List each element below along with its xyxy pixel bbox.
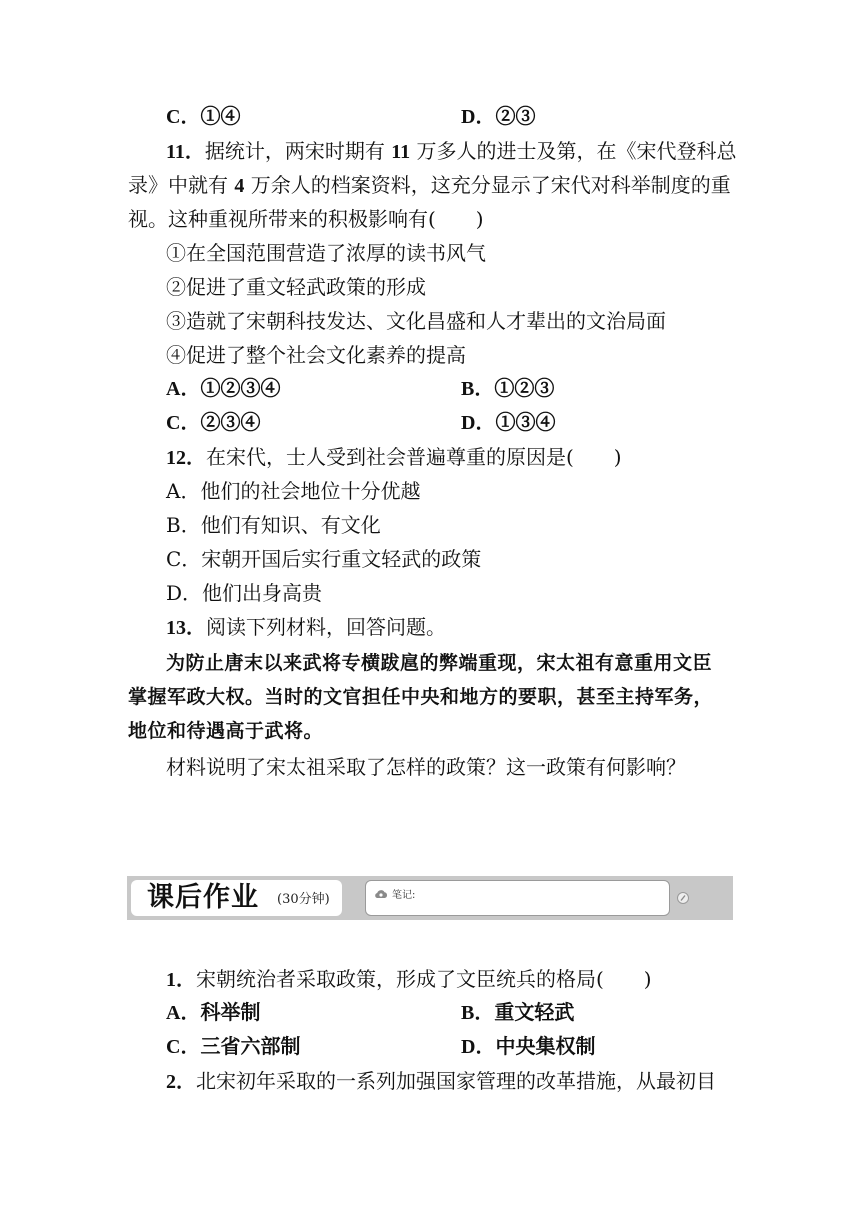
- hw1-option-d: D．中央集权制: [461, 1036, 596, 1058]
- q11-item-2-text: ②促进了重文轻武政策的形成: [166, 275, 426, 299]
- q11-text-b: 万多人的进士及第，在《宋代登科总: [410, 139, 737, 163]
- q11-text-bold-a: 11: [391, 141, 411, 163]
- q13-material-text-3: 地位和待遇高于武将。: [128, 720, 324, 742]
- homework-banner: [127, 876, 733, 920]
- q12-option-b-text: B．他们有知识、有文化: [166, 513, 381, 537]
- q12-number: 12．: [166, 447, 206, 469]
- hw2-stem-text: 北宋初年采取的一系列加强国家管理的改革措施，从最初目: [196, 1069, 716, 1093]
- q13-number: 13．: [166, 617, 206, 639]
- hw1-option-c: C．三省六部制: [166, 1036, 301, 1058]
- q11-option-c: C．②③④: [166, 412, 261, 434]
- q11-text-c: 录》中就有: [128, 173, 235, 197]
- q11-item-3-text: ③造就了宋朝科技发达、文化昌盛和人才辈出的文治局面: [166, 309, 666, 333]
- hw2-number: 2．: [166, 1071, 196, 1093]
- q11-option-d: D．①③④: [461, 412, 556, 434]
- q11-text-a: 据统计，两宋时期有: [204, 139, 392, 163]
- q11-text-bold-b: 4: [234, 175, 245, 197]
- q11-text-d: 万余人的档案资料，这充分显示了宋代对科举制度的重: [244, 173, 731, 197]
- q10-option-d: D．②③: [461, 106, 536, 128]
- notes-field[interactable]: [365, 880, 670, 916]
- hw1-option-a: A．科举制: [166, 1002, 261, 1024]
- homework-title: 课后作业: [147, 882, 259, 913]
- q11-option-a: A．①②③④: [166, 378, 281, 400]
- q13-material-text-1: 为防止唐末以来武将专横跋扈的弊端重现，宋太祖有意重用文臣: [166, 652, 713, 674]
- q11-option-b: B．①②③: [461, 378, 555, 400]
- q12-option-c-text: C．宋朝开国后实行重文轻武的政策: [166, 547, 482, 571]
- pin-icon[interactable]: [676, 891, 690, 905]
- homework-duration: (30分钟): [277, 892, 330, 907]
- q12-option-a-text: A．他们的社会地位十分优越: [166, 479, 421, 503]
- q11-item-4-text: ④促进了整个社会文化素养的提高: [166, 343, 466, 367]
- homework-title-box: [131, 880, 342, 916]
- hw1-number: 1．: [166, 969, 196, 991]
- q12-option-d-text: D．他们出身高贵: [166, 581, 323, 605]
- q11-number: 11．: [166, 141, 205, 163]
- q10-option-c: C．①④: [166, 106, 241, 128]
- q12-stem-text: 在宋代，士人受到社会普遍尊重的原因是( ): [206, 445, 622, 469]
- q13-stem-text: 阅读下列材料，回答问题。: [206, 615, 446, 639]
- q13-material-text-2: 掌握军政大权。当时的文官担任中央和地方的要职，甚至主持军务，: [128, 686, 714, 708]
- hw1-stem-text: 宋朝统治者采取政策，形成了文臣统兵的格局( ): [196, 967, 652, 991]
- cloud-note-icon: [374, 887, 388, 901]
- q11-text-e: 视。这种重视所带来的积极影响有( ): [128, 207, 484, 231]
- hw1-option-b: B．重文轻武: [461, 1002, 575, 1024]
- notes-label: 笔记:: [392, 890, 416, 901]
- q11-item-1-text: ①在全国范围营造了浓厚的读书风气: [166, 241, 486, 265]
- q13-question-text: 材料说明了宋太祖采取了怎样的政策？这一政策有何影响？: [166, 755, 686, 779]
